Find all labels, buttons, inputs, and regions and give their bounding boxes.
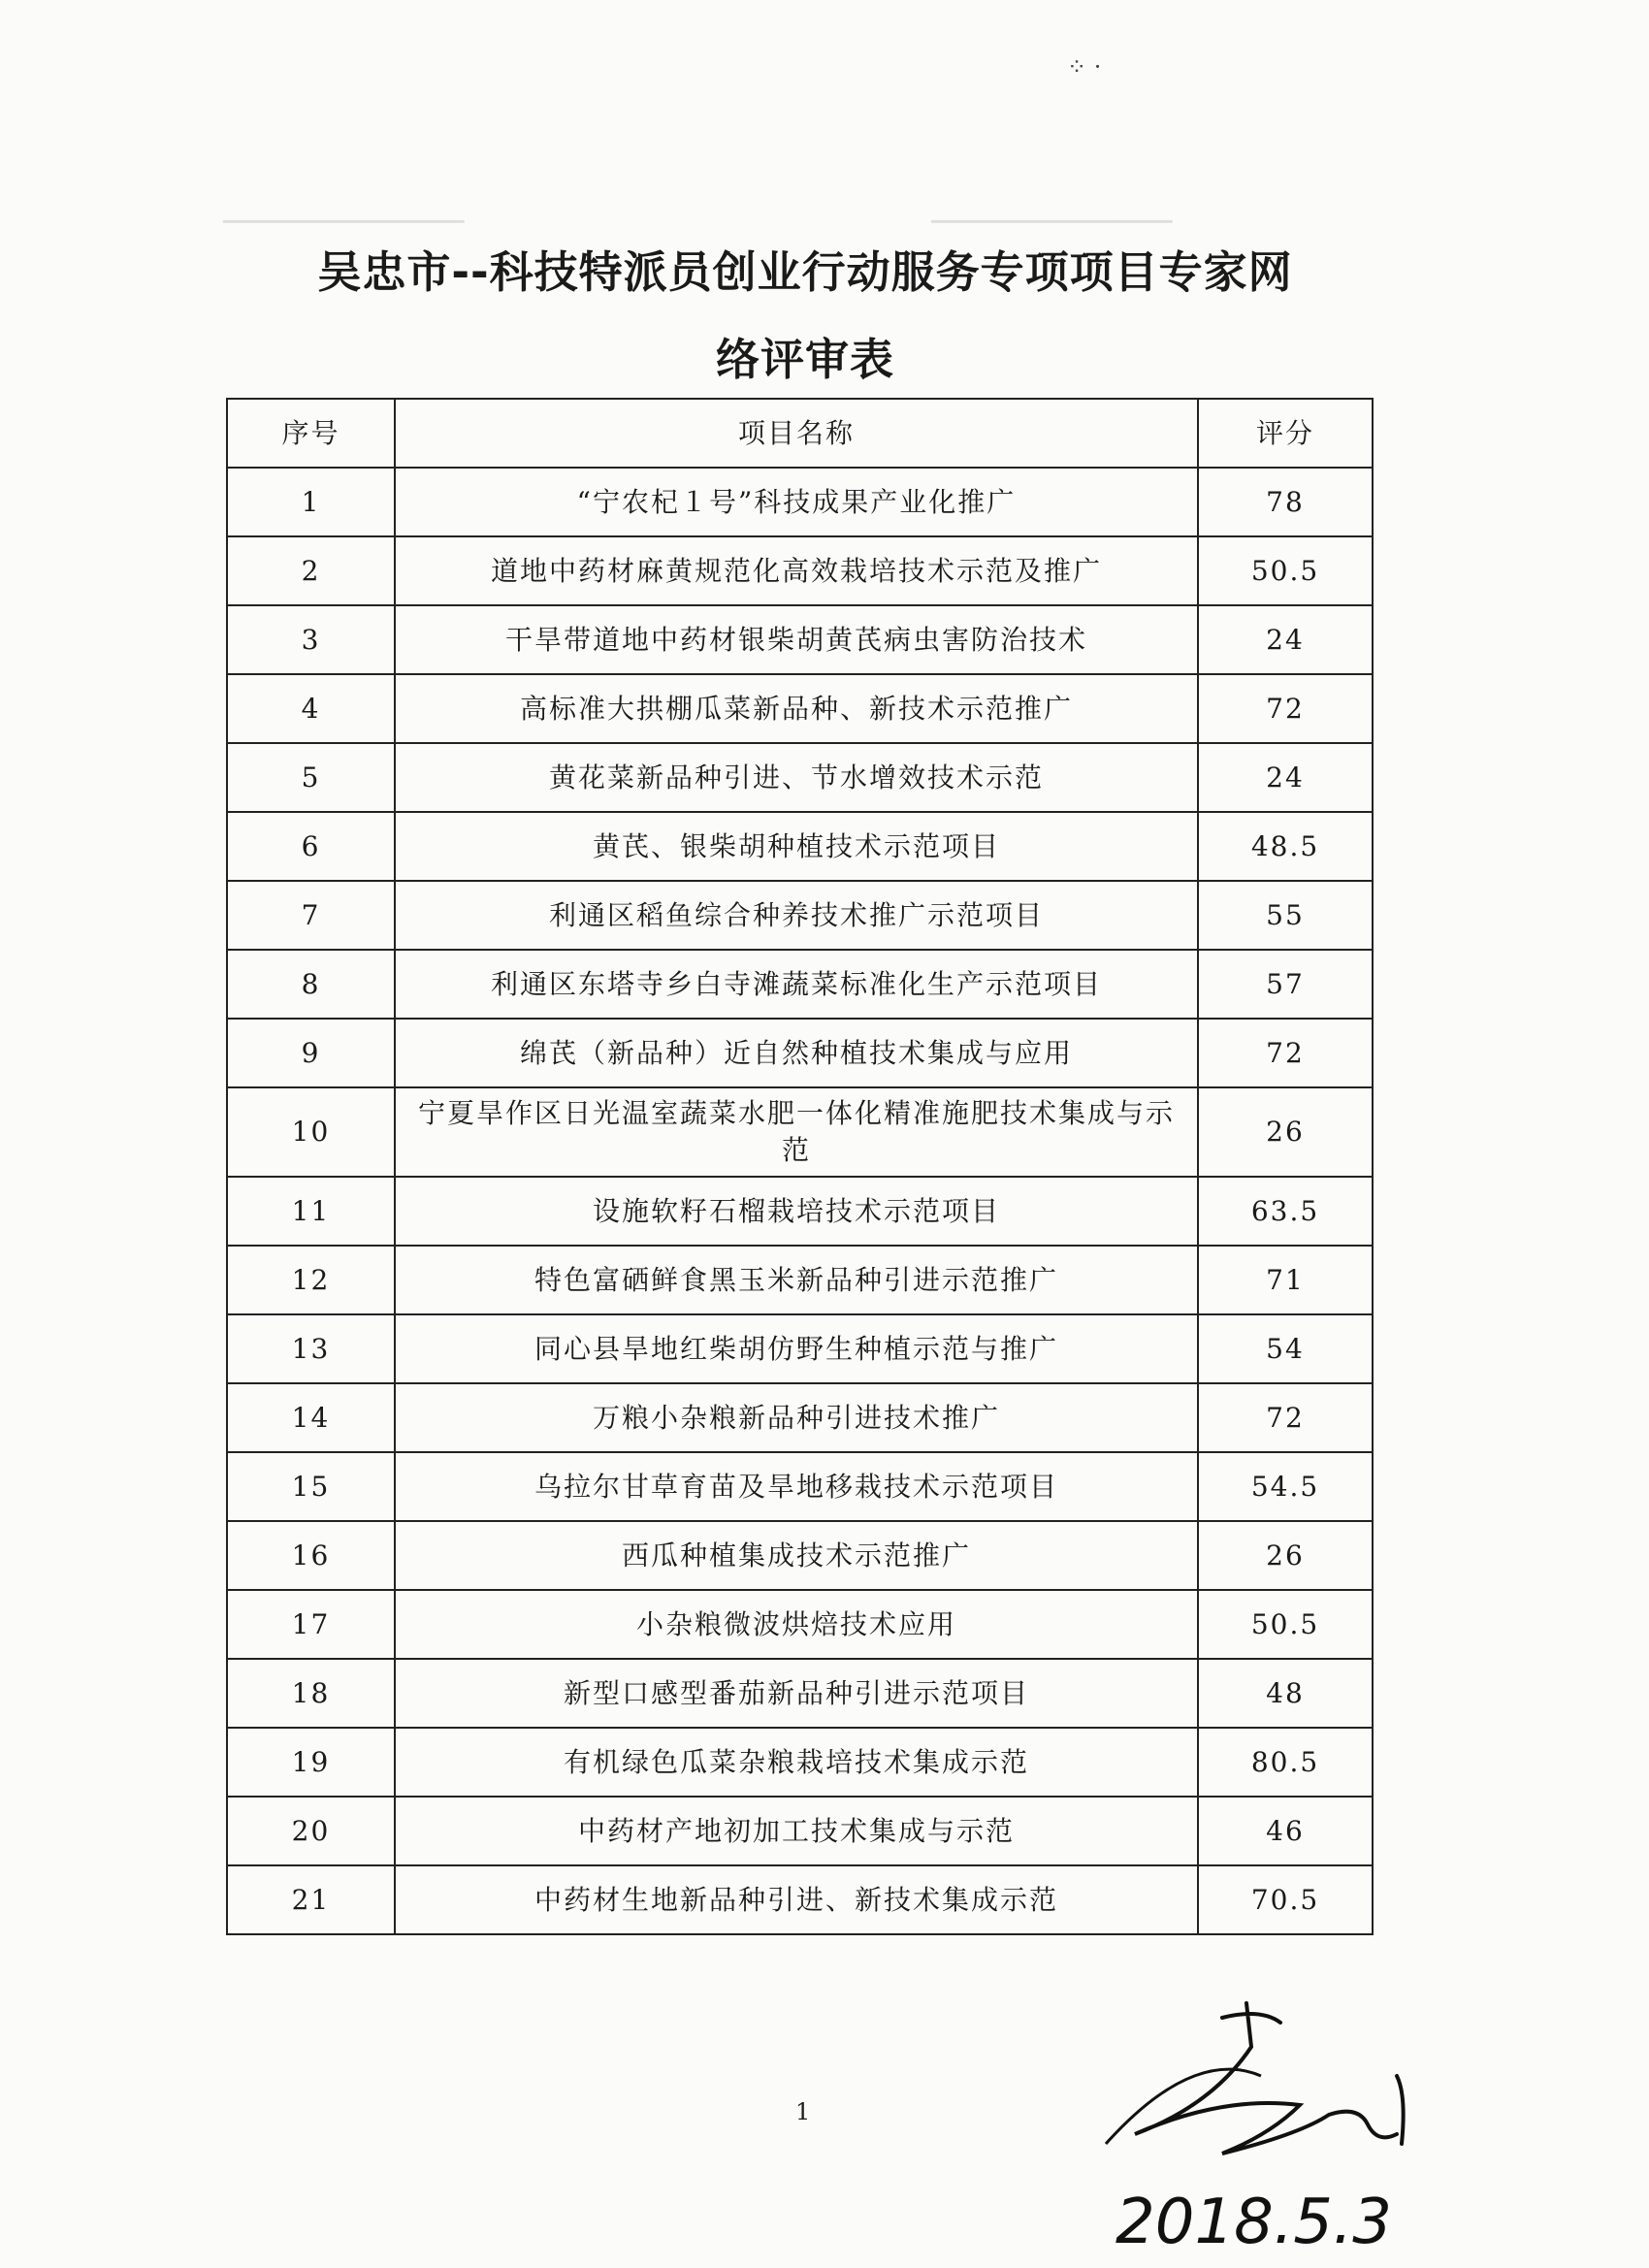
cell-score: 55 [1198, 881, 1373, 950]
bleed-through-left: ▁▁▁▁▁▁▁▁▁▁▁▁▁▁▁▁▁ [223, 202, 465, 223]
cell-project-name: 新型口感型番茄新品种引进示范项目 [395, 1659, 1198, 1728]
table-row [227, 1177, 1373, 1246]
cell-project-name: 万粮小杂粮新品种引进技术推广 [395, 1383, 1198, 1452]
cell-no: 4 [227, 674, 395, 743]
table-row [227, 605, 1373, 674]
cell-project-name: 高标准大拱棚瓜菜新品种、新技术示范推广 [395, 674, 1198, 743]
table-row [227, 536, 1373, 605]
page-title [223, 229, 1387, 404]
cell-score: 50.5 [1198, 1590, 1373, 1659]
cell-no: 12 [227, 1246, 395, 1314]
cell-no: 21 [227, 1865, 395, 1934]
cell-score: 54.5 [1198, 1452, 1373, 1521]
cell-project-name: “宁农杞１号”科技成果产业化推广 [395, 468, 1198, 536]
cell-no: 13 [227, 1314, 395, 1383]
cell-project-name: 西瓜种植集成技术示范推广 [395, 1521, 1198, 1590]
cell-no: 9 [227, 1019, 395, 1087]
cell-no: 18 [227, 1659, 395, 1728]
table-row [227, 1314, 1373, 1383]
table-row [227, 1019, 1373, 1087]
cell-no: 15 [227, 1452, 395, 1521]
cell-score: 72 [1198, 1019, 1373, 1087]
table-row [227, 1865, 1373, 1934]
table-row [227, 1383, 1373, 1452]
cell-score: 48.5 [1198, 812, 1373, 881]
cell-no: 10 [227, 1087, 395, 1177]
cell-score: 72 [1198, 1383, 1373, 1452]
title-line-1: 吴忠市--科技特派员创业行动服务专项项目专家网 [317, 246, 1293, 298]
cell-project-name: 乌拉尔甘草育苗及旱地移栽技术示范项目 [395, 1452, 1198, 1521]
cell-no: 19 [227, 1728, 395, 1797]
cell-no: 20 [227, 1797, 395, 1865]
cell-no: 11 [227, 1177, 395, 1246]
cell-no: 8 [227, 950, 395, 1019]
cell-no: 14 [227, 1383, 395, 1452]
cell-project-name: 中药材生地新品种引进、新技术集成示范 [395, 1865, 1198, 1934]
cell-score: 80.5 [1198, 1728, 1373, 1797]
cell-score: 63.5 [1198, 1177, 1373, 1246]
review-table [226, 398, 1374, 1935]
table-row [227, 743, 1373, 812]
cell-project-name: 黄花菜新品种引进、节水增效技术示范 [395, 743, 1198, 812]
cell-project-name: 设施软籽石榴栽培技术示范项目 [395, 1177, 1198, 1246]
cell-score: 70.5 [1198, 1865, 1373, 1934]
cell-score: 46 [1198, 1797, 1373, 1865]
cell-project-name: 小杂粮微波烘焙技术应用 [395, 1590, 1198, 1659]
cell-score: 50.5 [1198, 536, 1373, 605]
table-row [227, 950, 1373, 1019]
cell-project-name: 特色富硒鲜食黑玉米新品种引进示范推广 [395, 1246, 1198, 1314]
cell-score: 48 [1198, 1659, 1373, 1728]
cell-no: 1 [227, 468, 395, 536]
cell-project-name: 有机绿色瓜菜杂粮栽培技术集成示范 [395, 1728, 1198, 1797]
cell-project-name: 干旱带道地中药材银柴胡黄芪病虫害防治技术 [395, 605, 1198, 674]
handwritten-signature [1077, 1989, 1484, 2183]
table-row [227, 1590, 1373, 1659]
table-header-row [227, 399, 1373, 468]
cell-score: 72 [1198, 674, 1373, 743]
cell-score: 78 [1198, 468, 1373, 536]
cell-no: 16 [227, 1521, 395, 1590]
cell-no: 3 [227, 605, 395, 674]
table-row [227, 812, 1373, 881]
cell-project-name: 同心县旱地红柴胡仿野生种植示范与推广 [395, 1314, 1198, 1383]
scan-speck: ⁘ · [1067, 53, 1102, 81]
table-row [227, 674, 1373, 743]
signature-date [1106, 2183, 1513, 2260]
cell-score: 26 [1198, 1087, 1373, 1177]
cell-project-name: 绵芪（新品种）近自然种植技术集成与应用 [395, 1019, 1198, 1087]
cell-no: 5 [227, 743, 395, 812]
cell-score: 71 [1198, 1246, 1373, 1314]
cell-score: 57 [1198, 950, 1373, 1019]
table-row [227, 1452, 1373, 1521]
cell-project-name: 中药材产地初加工技术集成与示范 [395, 1797, 1198, 1865]
header-project-name: 项目名称 [395, 399, 1198, 468]
cell-score: 24 [1198, 743, 1373, 812]
table-row [227, 881, 1373, 950]
cell-no: 7 [227, 881, 395, 950]
cell-project-name: 利通区稻鱼综合种养技术推广示范项目 [395, 881, 1198, 950]
table-row [227, 1797, 1373, 1865]
cell-no: 17 [227, 1590, 395, 1659]
header-score: 评分 [1198, 399, 1373, 468]
header-no: 序号 [227, 399, 395, 468]
cell-no: 6 [227, 812, 395, 881]
table-row [227, 1087, 1373, 1177]
bleed-through-right: ▁▁▁▁▁▁▁▁▁▁▁▁▁▁▁▁▁ [931, 202, 1173, 223]
title-line-2: 络评审表 [715, 334, 894, 385]
cell-score: 26 [1198, 1521, 1373, 1590]
cell-score: 54 [1198, 1314, 1373, 1383]
cell-project-name: 道地中药材麻黄规范化高效栽培技术示范及推广 [395, 536, 1198, 605]
cell-score: 24 [1198, 605, 1373, 674]
page-number: 1 [795, 2098, 811, 2125]
table-row [227, 1246, 1373, 1314]
table-row [227, 1659, 1373, 1728]
cell-project-name: 利通区东塔寺乡白寺滩蔬菜标准化生产示范项目 [395, 950, 1198, 1019]
table-row [227, 468, 1373, 536]
cell-no: 2 [227, 536, 395, 605]
table-row [227, 1521, 1373, 1590]
cell-project-name: 黄芪、银柴胡种植技术示范项目 [395, 812, 1198, 881]
cell-project-name: 宁夏旱作区日光温室蔬菜水肥一体化精准施肥技术集成与示范 [395, 1087, 1198, 1177]
table-row [227, 1728, 1373, 1797]
signature-date-text: 2018.5.3 [1116, 2187, 1392, 2258]
